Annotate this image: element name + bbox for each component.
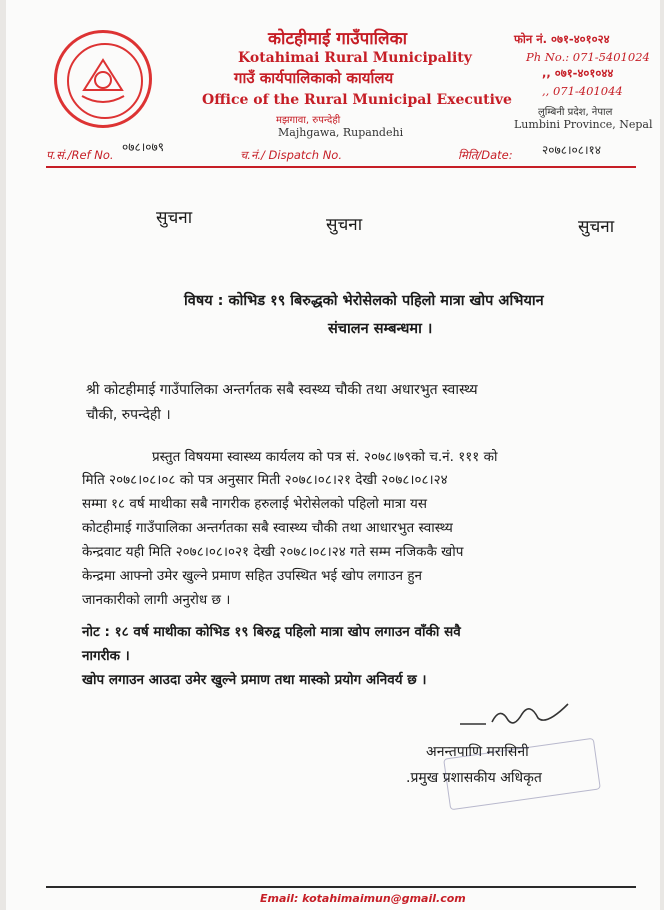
subject-line-2: संचालन सम्बन्धमा । (328, 321, 433, 337)
body-line-6: केन्द्रमा आफ्नो उमेर खुल्ने प्रमाण सहित उपस्थित भई खोप लगाउन हुन (82, 568, 423, 584)
body-line-7: जानकारीको लागी अनुरोध छ । (82, 592, 231, 608)
office-name-english: Office of the Rural Municipal Executive (202, 92, 512, 108)
province-english: Lumbini Province, Nepal (514, 118, 653, 131)
notice-heading-right: सुचना (578, 217, 615, 237)
phone2-nepali: ,, ०७१-४०१०४४ (542, 66, 614, 80)
province-nepali: लुम्बिनी प्रदेश, नेपाल (538, 107, 613, 118)
signatory-name: अनन्तपाणि मरासिनी (426, 744, 529, 760)
body-line-2: मिति २०७८।०८।०८ को पत्र अनुसार मिती २०७८।०८।२१ देखी २०७८।०८।२४ (82, 472, 448, 488)
date-value: २०७८।०८।१४ (542, 143, 602, 157)
handwritten-signature (456, 696, 576, 732)
subject-line-1: विषय : कोभिड १९ बिरुद्धको भेरोसेलको पहिलो मात्रा खोप अभियान (184, 293, 544, 309)
footer-email: Email: kotahimaimun@gmail.com (260, 892, 466, 905)
addressee-line-1: श्री कोटहीमाई गाउँपालिका अन्तर्गतक सबै स्वस्थ्य चौकी तथा अधारभुत स्वास्थ्य (86, 382, 478, 398)
note-line-2: नागरीक । (82, 648, 130, 664)
dispatch-label: च.नं./ Dispatch No. (240, 148, 342, 162)
body-line-3: सम्मा १८ वर्ष माथीका सबै नागरीक हरुलाई भेरोसेलको पहिलो मात्रा यस (82, 496, 427, 512)
date-label: मिति/Date: (458, 148, 513, 162)
body-line-1: प्रस्तुत विषयमा स्वास्थ्य कार्यलय को पत्र सं. २०७८।७९को च.नं. १११ को (152, 449, 498, 465)
office-name-nepali: गाउँ कार्यपालिकाको कार्यालय (234, 69, 394, 87)
notice-heading-middle: सुचना (326, 215, 363, 235)
municipality-seal-logo (54, 30, 152, 128)
signatory-title: .प्रमुख प्रशासकीय अधिकृत (406, 770, 542, 786)
phone-nepali: फोन नं. ०७१-४०१०२४ (514, 32, 610, 46)
addressee-line-2: चौकी, रुपन्देही । (86, 407, 171, 423)
ref-number-value: ०७८।०७९ (122, 140, 164, 154)
seal-emblem-icon (54, 30, 152, 128)
notice-heading-left: सुचना (156, 208, 193, 228)
header-divider (46, 166, 636, 168)
ref-label: प.सं./Ref No. (46, 148, 114, 162)
letter-page (6, 0, 660, 910)
body-line-4: कोटहीमाई गाउँपालिका अन्तर्गतका सबै स्वास्थ्य चौकी तथा आधारभुत स्वास्थ्य (82, 520, 453, 536)
phone-english: Ph No.: 071-5401024 (526, 50, 650, 64)
body-line-5: केन्द्रवाट यही मिति २०७८।०८।०२१ देखी २०७८।०८।२४ गते सम्म नजिककै खोप (82, 544, 464, 560)
note-line-3: खोप लगाउन आउदा उमेर खुल्ने प्रमाण तथा मास्को प्रयोग अनिवर्य छ । (82, 672, 427, 688)
place-english: Majhgawa, Rupandehi (278, 126, 404, 139)
municipality-name-english: Kotahimai Rural Municipality (238, 50, 472, 66)
municipality-name-nepali: कोटहीमाई गाउँपालिका (268, 29, 408, 49)
place-nepali: मझगावा, रुपन्देही (276, 115, 341, 126)
phone2-english: ,, 071-401044 (542, 84, 623, 98)
footer-divider (46, 886, 636, 888)
note-line-1: नोट : १८ वर्ष माथीका कोभिड १९ बिरुद्व पहिलो मात्रा खोप लगाउन वाँकी सवै (82, 624, 461, 640)
